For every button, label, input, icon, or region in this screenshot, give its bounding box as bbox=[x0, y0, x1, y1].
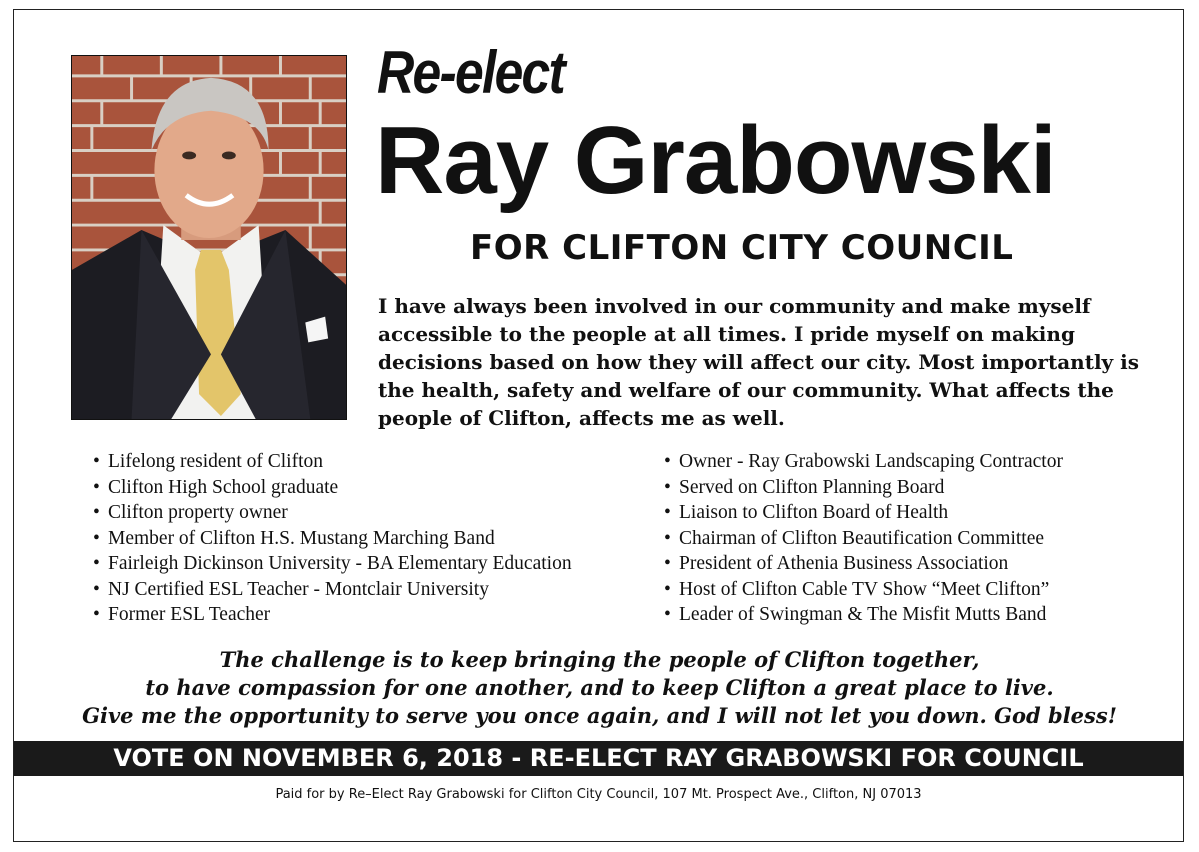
closing-message bbox=[14, 646, 1185, 730]
vote-banner: VOTE ON NOVEMBER 6, 2018 - RE-ELECT RAY GRABOWSKI FOR COUNCIL bbox=[14, 741, 1183, 776]
bullet-icon: • bbox=[93, 451, 100, 472]
list-item: • Chairman of Clifton Beautification Committee bbox=[664, 526, 1063, 552]
bullet-icon: • bbox=[664, 476, 671, 498]
bullet-icon: • bbox=[93, 476, 100, 498]
list-item: • Leader of Swingman & The Misfit Mutts Band bbox=[664, 602, 1063, 628]
candidate-name: Ray Grabowski bbox=[375, 107, 1056, 214]
candidate-photo bbox=[71, 55, 347, 420]
list-item: • Lifelong resident of Clifton bbox=[93, 449, 572, 475]
list-item: • Clifton property owner bbox=[93, 500, 572, 526]
bullet-icon: • bbox=[664, 527, 671, 549]
bullet-icon: • bbox=[93, 502, 100, 523]
office-subtitle: FOR CLIFTON CITY COUNCIL bbox=[470, 228, 1014, 268]
bullet-icon: • bbox=[93, 553, 100, 574]
list-item: • Member of Clifton H.S. Mustang Marching Band bbox=[93, 526, 572, 552]
closing-line: to have compassion for one another, and to keep Clifton a great place to live. bbox=[145, 675, 1054, 700]
list-item: • Fairleigh Dickinson University - BA Elementary Education bbox=[93, 551, 572, 577]
bullet-icon: • bbox=[664, 578, 671, 600]
bullet-icon: • bbox=[93, 527, 100, 549]
bullet-icon: • bbox=[664, 604, 671, 625]
reelect-heading: Re-elect bbox=[377, 39, 564, 106]
paid-for-disclaimer: Paid for by Re–Elect Ray Grabowski for Clifton City Council, 107 Mt. Prospect Ave., Clifton, NJ 07013 bbox=[275, 787, 922, 802]
candidate-statement: I have always been involved in our community and make myself accessible to the people at all times. I pride myself on making decisions based on how they will affect our city. Most importantly is the health, safety and welfare of our community. What affects the people of Clifton, affects me as well. bbox=[378, 294, 1139, 430]
list-item: • Served on Clifton Planning Board bbox=[664, 475, 1063, 501]
list-item: • Host of Clifton Cable TV Show “Meet Clifton” bbox=[664, 577, 1063, 603]
closing-line: The challenge is to keep bringing the people of Clifton together, bbox=[219, 647, 980, 672]
qualifications-list-right bbox=[664, 449, 1063, 628]
qualifications-list-left bbox=[93, 449, 572, 628]
list-item: • Clifton High School graduate bbox=[93, 475, 572, 501]
bullet-icon: • bbox=[664, 451, 671, 472]
bullet-icon: • bbox=[93, 604, 100, 625]
list-item: • Owner - Ray Grabowski Landscaping Contractor bbox=[664, 449, 1063, 475]
closing-line: Give me the opportunity to serve you once again, and I will not let you down. God bless! bbox=[82, 703, 1117, 728]
list-item: • President of Athenia Business Association bbox=[664, 551, 1063, 577]
list-item: • NJ Certified ESL Teacher - Montclair University bbox=[93, 577, 572, 603]
list-item: • Liaison to Clifton Board of Health bbox=[664, 500, 1063, 526]
list-item: • Former ESL Teacher bbox=[93, 602, 572, 628]
bullet-icon: • bbox=[664, 553, 671, 574]
bullet-icon: • bbox=[664, 502, 671, 523]
bullet-icon: • bbox=[93, 578, 100, 600]
